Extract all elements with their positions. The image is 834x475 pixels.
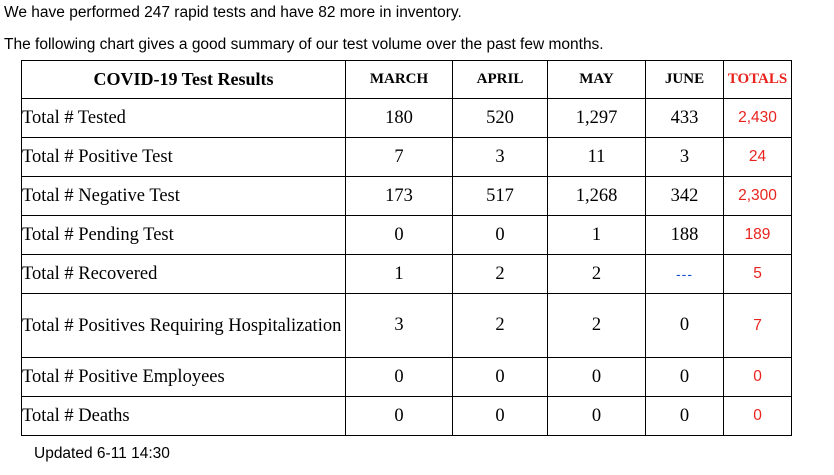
table-title: COVID-19 Test Results	[22, 61, 346, 99]
column-header-april: APRIL	[453, 61, 548, 99]
cell-may: 1	[548, 216, 646, 255]
table-row	[22, 216, 792, 255]
row-label: Total # Deaths	[22, 397, 346, 436]
table-row	[22, 99, 792, 138]
row-label: Total # Positive Employees	[22, 358, 346, 397]
cell-june: ---	[646, 255, 724, 294]
table-row	[22, 255, 792, 294]
table-row	[22, 138, 792, 177]
cell-may: 1,268	[548, 177, 646, 216]
cell-march: 173	[346, 177, 453, 216]
cell-june: 0	[646, 397, 724, 436]
cell-april: 0	[453, 216, 548, 255]
column-header-march: MARCH	[346, 61, 453, 99]
table-row	[22, 358, 792, 397]
cell-total: 5	[724, 255, 792, 294]
updated-timestamp: Updated 6-11 14:30	[34, 445, 170, 462]
row-label: Total # Pending Test	[22, 216, 346, 255]
cell-march: 1	[346, 255, 453, 294]
column-header-june: JUNE	[646, 61, 724, 99]
cell-june: 3	[646, 138, 724, 177]
cell-may: 0	[548, 358, 646, 397]
row-label: Total # Recovered	[22, 255, 346, 294]
row-label: Total # Positive Test	[22, 138, 346, 177]
cell-june: 433	[646, 99, 724, 138]
cell-april: 3	[453, 138, 548, 177]
cell-march: 180	[346, 99, 453, 138]
cell-may: 11	[548, 138, 646, 177]
cell-april: 520	[453, 99, 548, 138]
table-header-row	[22, 61, 792, 99]
cell-march: 0	[346, 358, 453, 397]
cell-march: 0	[346, 397, 453, 436]
cell-total: 0	[724, 358, 792, 397]
table-row	[22, 397, 792, 436]
table-row	[22, 294, 792, 358]
cell-may: 0	[548, 397, 646, 436]
row-label: Total # Negative Test	[22, 177, 346, 216]
covid-test-results-table	[21, 60, 792, 436]
cell-june: 188	[646, 216, 724, 255]
cell-june: 0	[646, 358, 724, 397]
cell-may: 2	[548, 255, 646, 294]
cell-total: 2,300	[724, 177, 792, 216]
row-label: Total # Tested	[22, 99, 346, 138]
cell-june: 342	[646, 177, 724, 216]
cell-april: 0	[453, 397, 548, 436]
cell-april: 2	[453, 294, 548, 358]
table-row	[22, 177, 792, 216]
cell-april: 517	[453, 177, 548, 216]
cell-total: 7	[724, 294, 792, 358]
cell-total: 2,430	[724, 99, 792, 138]
cell-march: 7	[346, 138, 453, 177]
cell-june: 0	[646, 294, 724, 358]
cell-march: 0	[346, 216, 453, 255]
cell-april: 0	[453, 358, 548, 397]
intro-line-2: The following chart gives a good summary of our test volume over the past few months.	[4, 36, 604, 53]
cell-april: 2	[453, 255, 548, 294]
intro-line-1: We have performed 247 rapid tests and have 82 more in inventory.	[4, 4, 462, 21]
cell-total: 189	[724, 216, 792, 255]
cell-may: 1,297	[548, 99, 646, 138]
cell-march: 3	[346, 294, 453, 358]
cell-total: 0	[724, 397, 792, 436]
cell-may: 2	[548, 294, 646, 358]
column-header-may: MAY	[548, 61, 646, 99]
column-header-totals: TOTALS	[724, 61, 792, 99]
row-label: Total # Positives Requiring Hospitalization	[22, 294, 346, 358]
cell-total: 24	[724, 138, 792, 177]
